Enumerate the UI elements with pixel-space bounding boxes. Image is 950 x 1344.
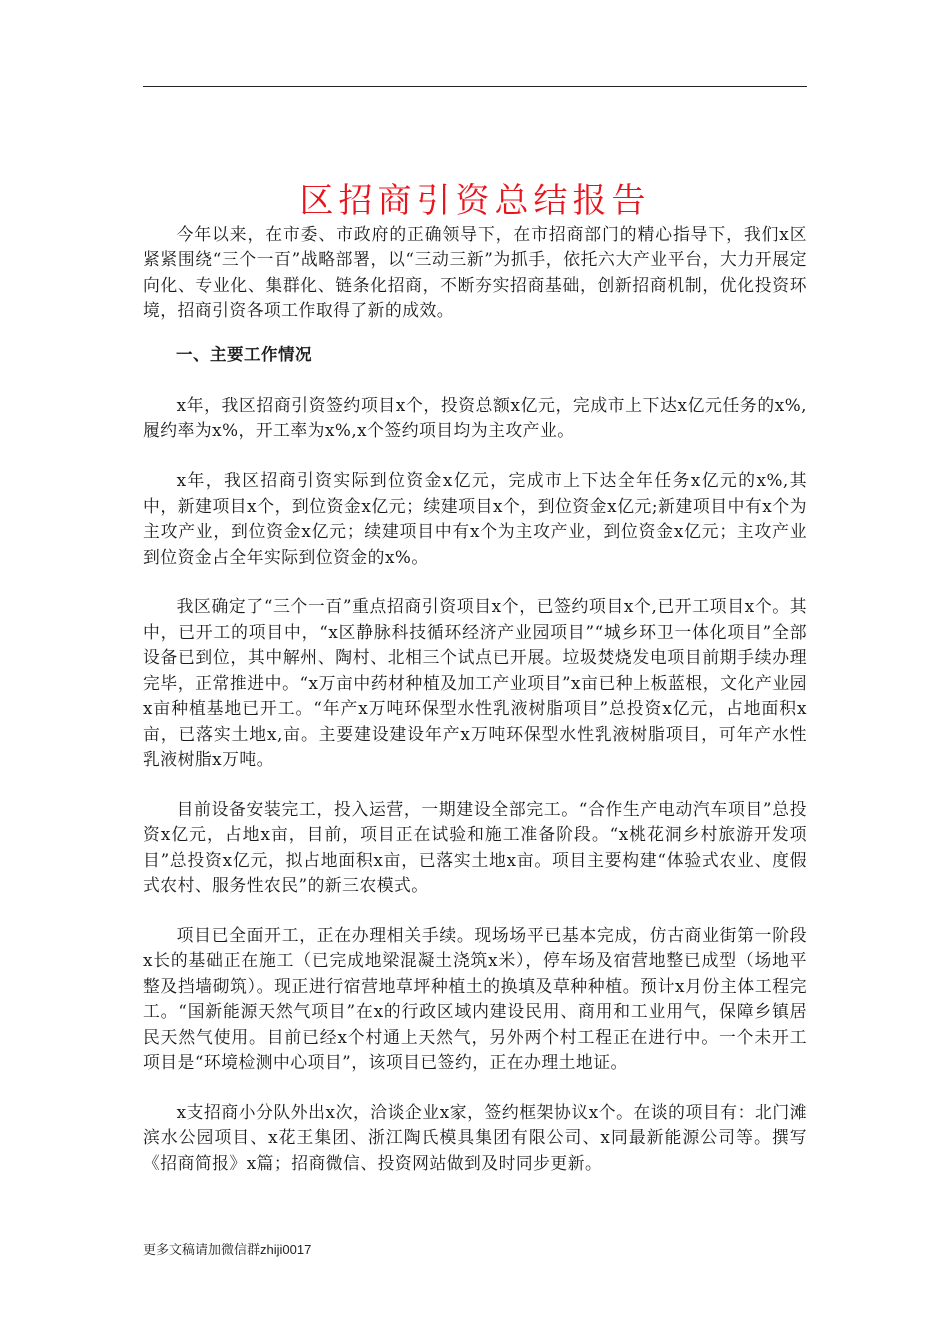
- document-body: [143, 222, 807, 1201]
- body-paragraph-3: 我区确定了“三个一百”重点招商引资项目x个，已签约项目x个,已开工项目x个。其中，已开工的项目中，“x区静脉科技循环经济产业园项目”“城乡环卫一体化项目”全部设备已到位，其中解州、陶村、北相三个试点已开展。垃圾焚烧发电项目前期手续办理完毕，正常推进中。“x万亩中药材种植及加工产业项目”x亩已种上板蓝根，文化产业园x亩种植基地已开工。“年产x万吨环保型水性乳液树脂项目”总投资x亿元，占地面积x亩，已落实土地x,亩。主要建设建设年产x万吨环保型水性乳液树脂项目，可年产水性乳液树脂x万吨。: [143, 596, 807, 769]
- body-paragraph-1: x年，我区招商引资签约项目x个，投资总额x亿元，完成市上下达x亿元任务的x%,履约率为x%，开工率为x%,x个签约项目均为主攻产业。: [143, 395, 807, 441]
- body-paragraph-2: x年，我区招商引资实际到位资金x亿元，完成市上下达全年任务x亿元的x%,其中，新建项目x个，到位资金x亿元；续建项目x个，到位资金x亿元;新建项目中有x个为主攻产业，到位资金x亿元；续建项目中有x个为主攻产业，到位资金x亿元；主攻产业到位资金占全年实际到位资金的x%。: [143, 470, 807, 567]
- intro-paragraph: 今年以来，在市委、市政府的正确领导下，在市招商部门的精心指导下，我们x区紧紧围绕“三个一百”战略部署，以“三动三新”为抓手，依托六大产业平台，大力开展定向化、专业化、集群化、链条化招商，不断夯实招商基础，创新招商机制，优化投资环境，招商引资各项工作取得了新的成效。: [143, 224, 807, 321]
- body-paragraph-6: x支招商小分队外出x次，洽谈企业x家，签约框架协议x个。在谈的项目有：北门滩滨水公园项目、x花王集团、浙江陶氏模具集团有限公司、x同最新能源公司等。撰写《招商简报》x篇；招商微信、投资网站做到及时同步更新。: [143, 1101, 807, 1173]
- document-title: 区招商引资总结报告: [299, 180, 651, 221]
- header-rule: [143, 86, 807, 87]
- footer-note: 更多文稿请加微信群zhiji0017: [143, 1242, 312, 1257]
- body-paragraph-5: 项目已全面开工，正在办理相关手续。现场场平已基本完成，仿古商业街第一阶段x长的基础正在施工（已完成地梁混凝土浇筑x米），停车场及宿营地整已成型（场地平整及挡墙砌筑）。现正进行宿营地草坪种植土的换填及草种种植。预计x月份主体工程完工。“国新能源天然气项目”在x的行政区域内建设民用、商用和工业用气，保障乡镇居民天然气使用。目前已经x个村通上天然气，另外两个村工程正在进行中。一个未开工项目是“环境检测中心项目”，该项目已签约，正在办理土地证。: [143, 924, 807, 1072]
- section-heading: 一、主要工作情况: [176, 344, 312, 364]
- body-paragraph-4: 目前设备安装完工，投入运营，一期建设全部完工。“合作生产电动汽车项目”总投资x亿元，占地x亩，目前，项目正在试验和施工准备阶段。“x桃花洞乡村旅游开发项目”总投资x亿元，拟占地面积x亩，已落实土地x亩。项目主要构建“体验式农业、度假式农村、服务性农民”的新三农模式。: [143, 798, 807, 896]
